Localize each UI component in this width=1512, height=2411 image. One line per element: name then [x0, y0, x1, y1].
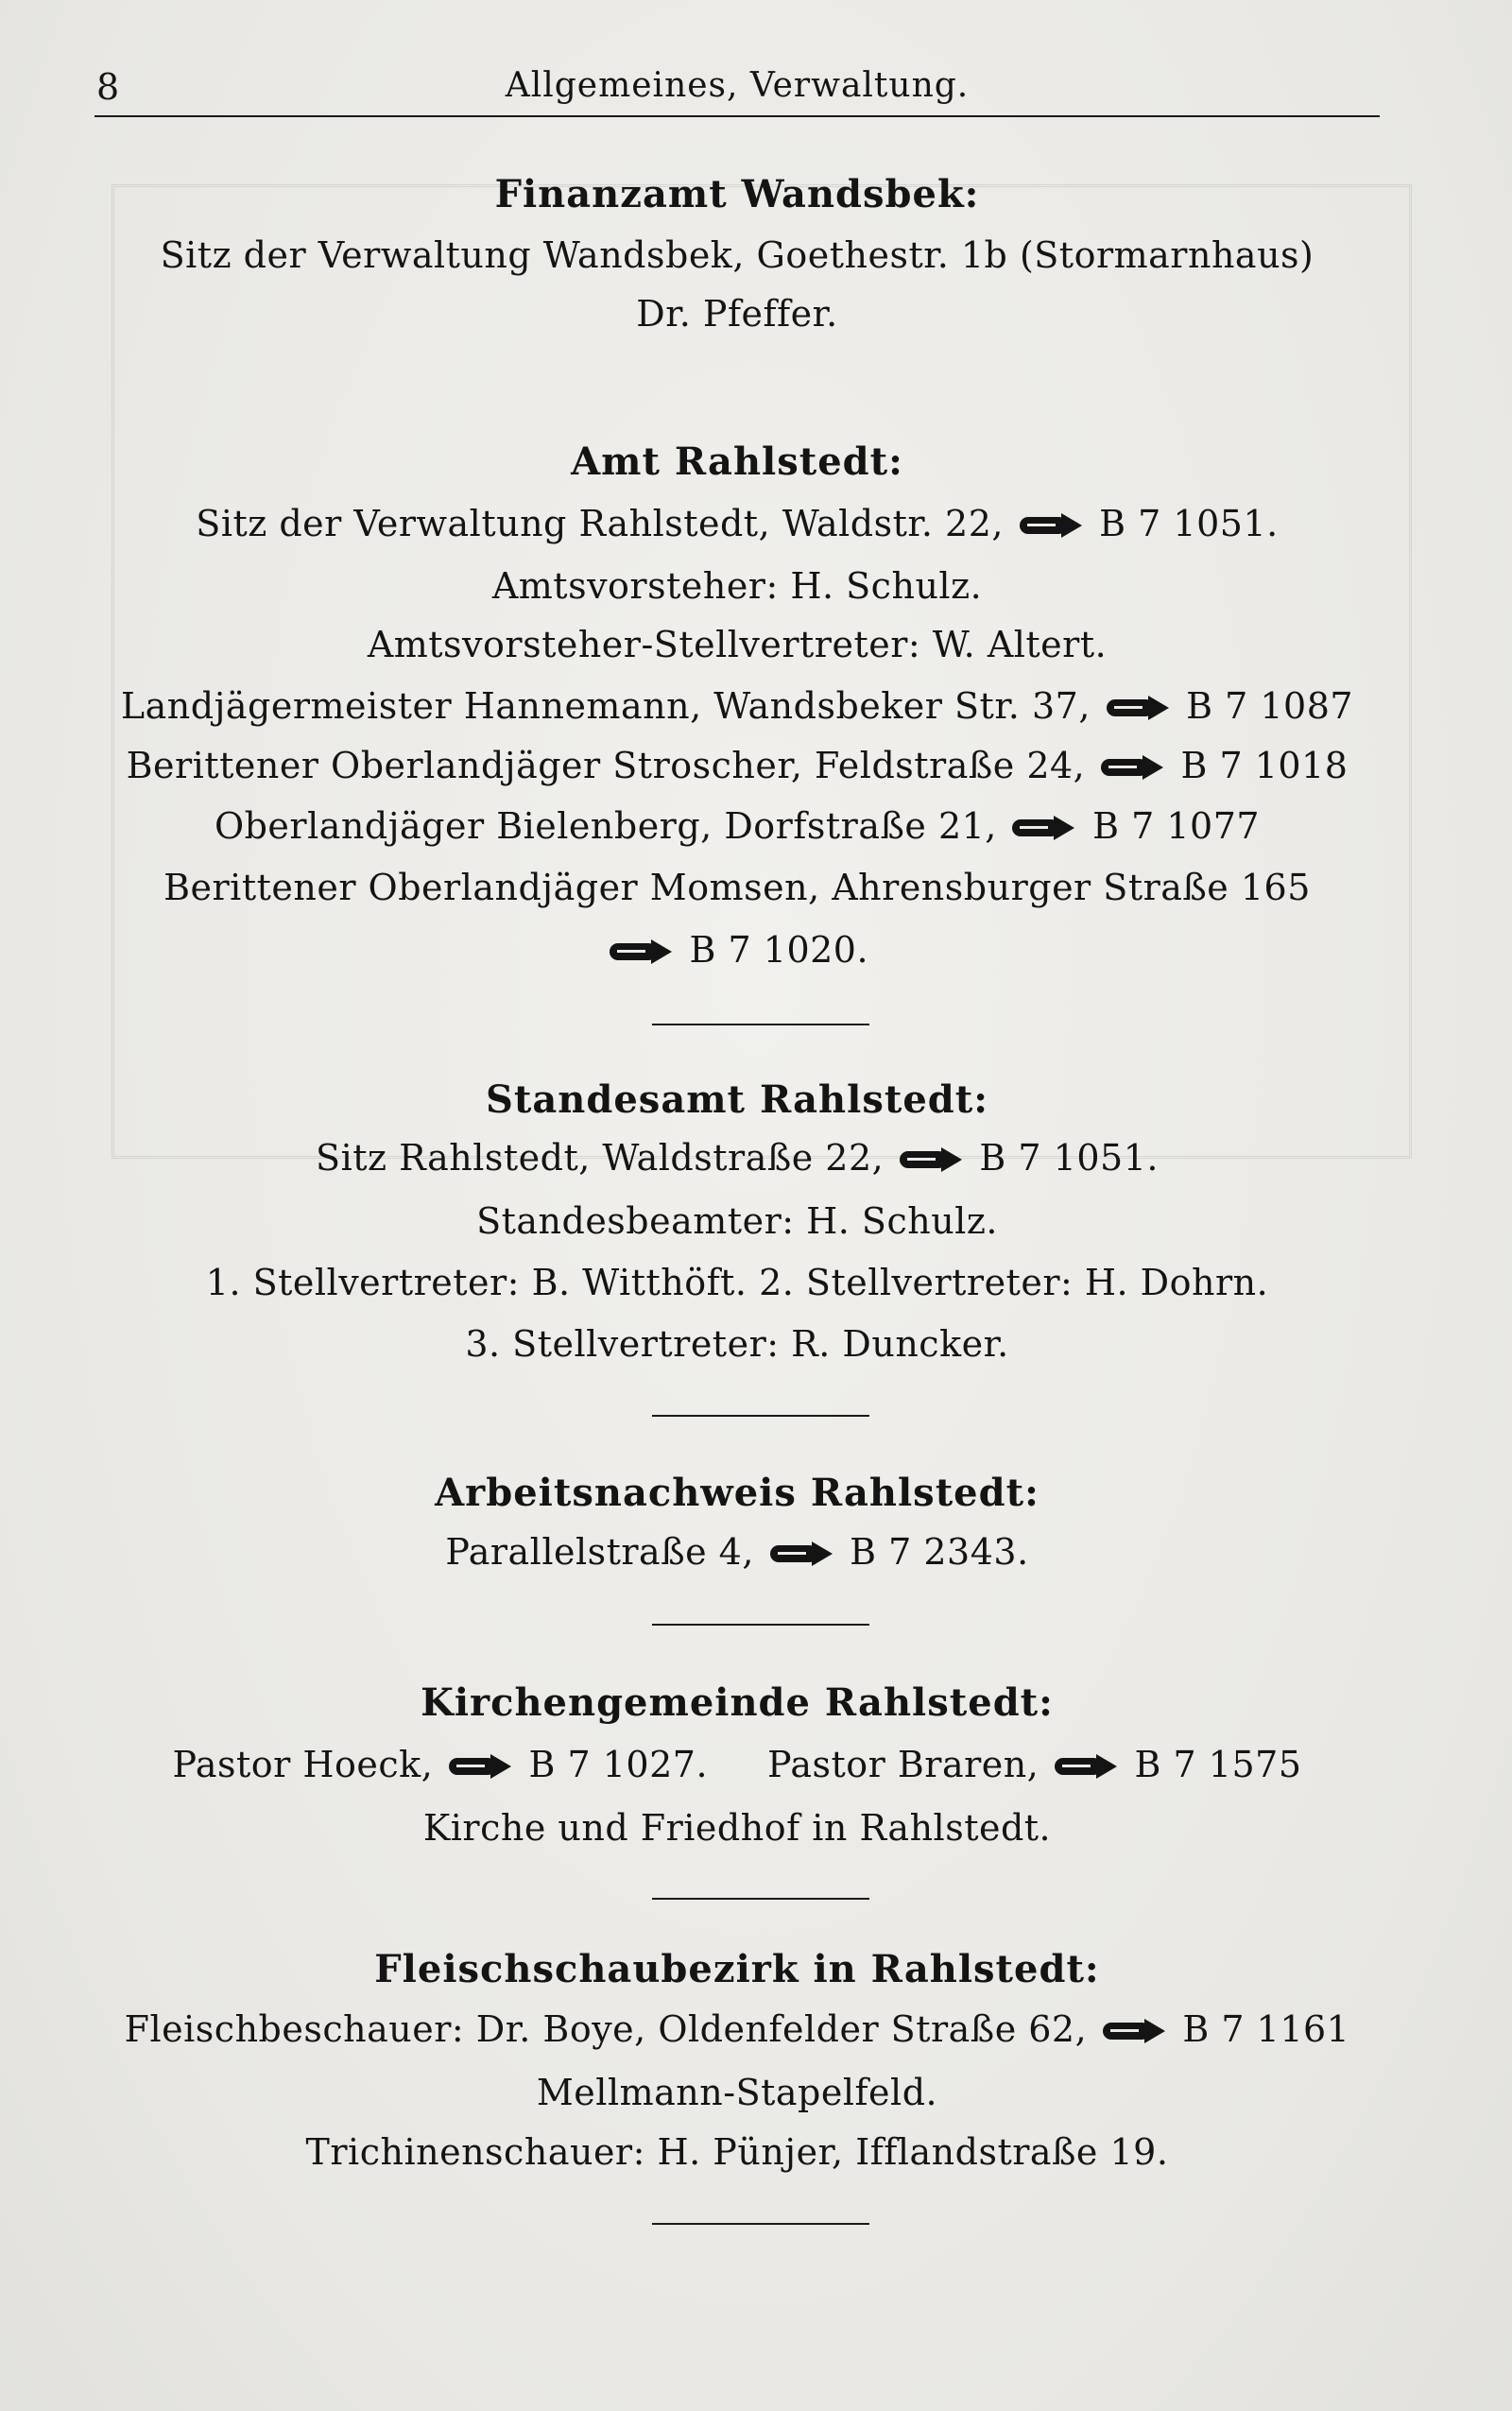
header-rule: [94, 115, 1380, 117]
telephone-receiver-icon: [610, 939, 674, 964]
telephone-receiver-icon: [1020, 513, 1084, 538]
standesamt-stellvertreter-3: 3. Stellvertreter: R. Duncker.: [465, 1323, 1009, 1365]
landjaegermeister: [94, 685, 1380, 727]
telephone-receiver-icon: [770, 1541, 834, 1566]
telephone-receiver-icon: [1107, 696, 1171, 720]
pastors-line: [94, 1744, 1380, 1785]
amt-vorsteher: Amtsvorsteher: H. Schulz.: [491, 565, 983, 607]
page-number: 8: [96, 66, 120, 108]
finanzamt-official: Dr. Pfeffer.: [636, 293, 838, 335]
standesamt-stellvertreter-1-2: 1. Stellvertreter: B. Witthöft. 2. Stellvertreter: H. Dohrn.: [205, 1262, 1269, 1303]
telephone-receiver-icon: [900, 1147, 964, 1172]
pastor-hoeck-text: Pastor Hoeck,: [172, 1744, 434, 1785]
telephone-receiver-icon: [1055, 1754, 1119, 1779]
amt-address: [94, 503, 1380, 544]
arbeitsnachweis-address: [94, 1531, 1380, 1573]
amt-heading: Amt Rahlstedt:: [571, 439, 903, 484]
trichinenschauer: Trichinenschauer: H. Pünjer, Ifflandstraße 19.: [305, 2131, 1169, 2173]
section-rule: [652, 1624, 869, 1626]
pastor-hoeck-phone: B 7 1027.: [528, 1744, 709, 1785]
section-rule: [652, 1415, 869, 1417]
momsen-phone-line: [94, 929, 1380, 971]
landjaegermeister-phone: B 7 1087: [1186, 685, 1354, 727]
oberlandjaeger-momsen: Berittener Oberlandjäger Momsen, Ahrensburger Straße 165: [163, 867, 1311, 908]
stroscher-text: Berittener Oberlandjäger Stroscher, Feldstraße 24,: [126, 745, 1086, 786]
fleischbeschauer: [94, 2008, 1380, 2050]
running-head: Allgemeines, Verwaltung.: [505, 66, 970, 105]
mellmann-stapelfeld: Mellmann-Stapelfeld.: [536, 2072, 938, 2113]
kirche-friedhof: Kirche und Friedhof in Rahlstedt.: [422, 1807, 1052, 1849]
bielenberg-text: Oberlandjäger Bielenberg, Dorfstraße 21,: [214, 805, 997, 847]
momsen-phone: B 7 1020.: [689, 929, 869, 971]
stroscher-phone: B 7 1018: [1180, 745, 1349, 786]
section-rule: [652, 1898, 869, 1900]
arbeitsnachweis-address-text: Parallelstraße 4,: [445, 1531, 754, 1573]
telephone-receiver-icon: [449, 1754, 513, 1779]
section-rule: [652, 1024, 869, 1025]
landjaegermeister-text: Landjägermeister Hannemann, Wandsbeker Str. 37,: [120, 685, 1091, 727]
amt-phone-number: B 7 1051.: [1099, 503, 1279, 544]
amt-vorsteher-stellvertreter: Amtsvorsteher-Stellvertreter: W. Altert.: [367, 624, 1108, 665]
pastor-braren-text: Pastor Braren,: [766, 1744, 1040, 1785]
finanzamt-heading: Finanzamt Wandsbek:: [494, 172, 980, 216]
bielenberg-phone: B 7 1077: [1092, 805, 1261, 847]
standesamt-address: [94, 1137, 1380, 1179]
standesamt-address-text: Sitz Rahlstedt, Waldstraße 22,: [316, 1137, 885, 1179]
telephone-receiver-icon: [1101, 755, 1165, 780]
telephone-receiver-icon: [1012, 816, 1076, 840]
standesamt-heading: Standesamt Rahlstedt:: [486, 1077, 988, 1122]
kirchengemeinde-heading: Kirchengemeinde Rahlstedt:: [421, 1680, 1054, 1725]
oberlandjaeger-bielenberg: [94, 805, 1380, 847]
fleischbeschauer-text: Fleischbeschauer: Dr. Boye, Oldenfelder Straße 62,: [124, 2008, 1088, 2050]
arbeitsnachweis-heading: Arbeitsnachweis Rahlstedt:: [435, 1471, 1040, 1515]
standesamt-phone: B 7 1051.: [979, 1137, 1159, 1179]
fleischschau-heading: Fleischschaubezirk in Rahlstedt:: [374, 1947, 1100, 1991]
arbeitsnachweis-phone: B 7 2343.: [850, 1531, 1029, 1573]
fleischbeschauer-phone: B 7 1161: [1182, 2008, 1350, 2050]
pastor-braren-phone: B 7 1575: [1134, 1744, 1302, 1785]
standesbeamter: Standesbeamter: H. Schulz.: [476, 1200, 998, 1242]
page-header: [94, 62, 1380, 119]
finanzamt-address: Sitz der Verwaltung Wandsbek, Goethestr. 1b (Stormarnhaus): [160, 234, 1314, 276]
section-rule: [652, 2223, 869, 2225]
amt-address-text: Sitz der Verwaltung Rahlstedt, Waldstr. 22,: [196, 503, 1004, 544]
oberlandjaeger-stroscher: [94, 745, 1380, 786]
telephone-receiver-icon: [1103, 2019, 1167, 2043]
